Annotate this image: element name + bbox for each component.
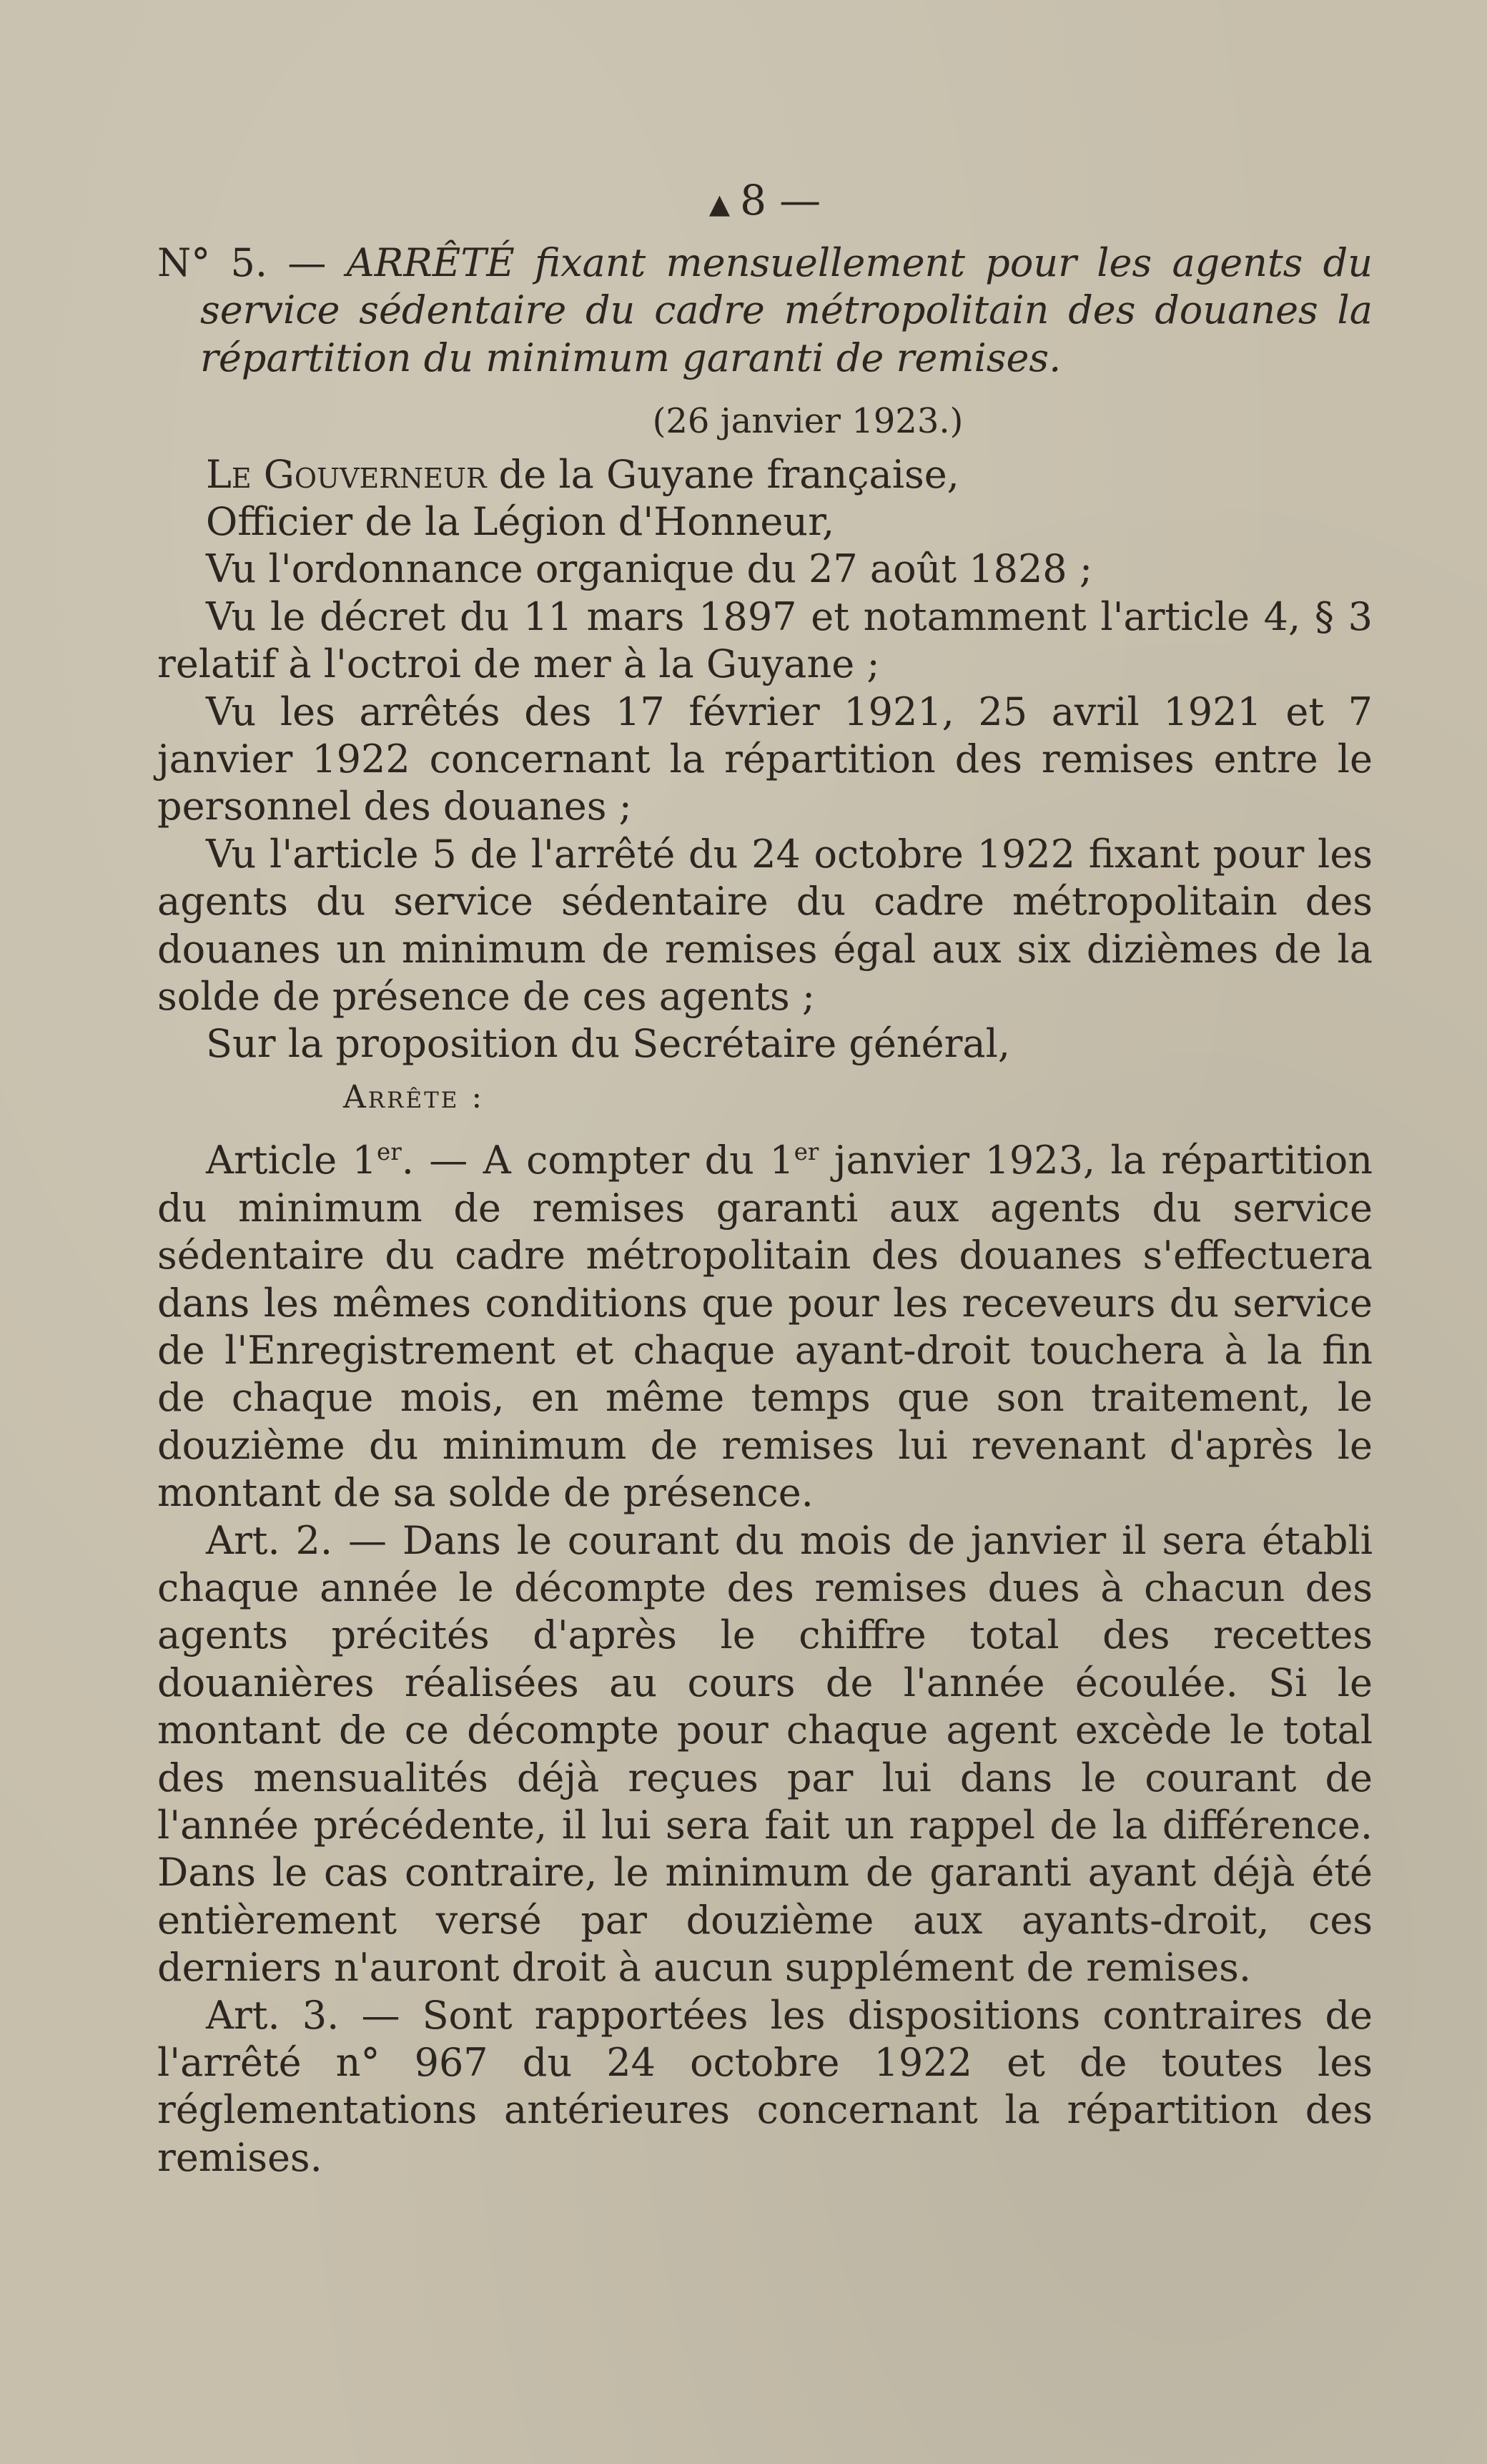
decree-title: ARRÊTÉ fixant mensuellement pour les agents du service sédentaire du cadre métropolitain des douanes la répartition du minimum garanti de remises. xyxy=(200,240,1373,380)
governor-line xyxy=(157,451,1373,498)
article-1-label-sup: er xyxy=(377,1138,402,1166)
document-text xyxy=(157,172,1373,2182)
article-1-text-sup: er xyxy=(794,1138,819,1166)
article-1-label: Article 1 xyxy=(206,1138,377,1183)
officer-line: Officier de la Légion d'Honneur, xyxy=(206,499,835,544)
arrete-label: Arrête : xyxy=(343,1078,485,1115)
governor-rest: de la Guyane française, xyxy=(486,451,959,497)
decree-heading xyxy=(157,240,1373,382)
consideration-3: Vu les arrêtés des 17 février 1921, 25 avril 1921 et 7 janvier 1922 concernant la répartition des remises entre le personnel des douanes ; xyxy=(157,689,1373,829)
article-3: Art. 3. — Sont rapportées les dispositions contraires de l'arrêté n° 967 du 24 octobre 1922 et de toutes les réglementations antérieures concernant la répartition des remises. xyxy=(157,1992,1373,2180)
proposition-line: Sur la proposition du Secrétaire général, xyxy=(206,1021,1011,1067)
page-number-dash: — xyxy=(779,176,821,225)
page-ornament-icon: ▲ xyxy=(708,187,731,220)
governor-title: Le Gouverneur xyxy=(206,451,487,497)
article-2: Art. 2. — Dans le courant du mois de janvier il sera établi chaque année le décompte des remises dues à chacun des agents précités d'après le chiffre total des recettes douanières réalisées au cours de l'année écoulée. Si le montant de ce décompte pour chaque agent excède le total des mensualités déjà reçues par lui dans le courant de l'année précédente, il lui sera fait un rappel de la différence. Dans le cas contraire, le minimum de garanti ayant déjà été entièrement versé par douzième aux ayants-droit, ces derniers n'auront droit à aucun supplément de remises. xyxy=(157,1517,1373,1991)
decree-date: (26 janvier 1923.) xyxy=(652,401,964,442)
consideration-1: Vu l'ordonnance organique du 27 août 1828 ; xyxy=(206,546,1093,592)
consideration-4: Vu l'article 5 de l'arrêté du 24 octobre 1922 fixant pour les agents du service sédentaire du cadre métropolitain des douanes un minimum de remises égal aux six dizièmes de la solde de présence de ces agents ; xyxy=(157,831,1373,1020)
consideration-2: Vu le décret du 11 mars 1897 et notamment l'article 4, § 3 relatif à l'octroi de mer à la Guyane ; xyxy=(157,593,1373,687)
article-1 xyxy=(157,1137,1373,1517)
page-number: 8 xyxy=(740,176,767,225)
decree-number: N° 5. — xyxy=(157,240,327,285)
article-1-text-a: . — A compter du 1 xyxy=(401,1138,794,1183)
article-1-text-b: janvier 1923, la répartition du minimum de remises garanti aux agents du service sédentaire du cadre métropolitain des douanes s'effectuera dans les mêmes conditions que pour les receveurs du service de l'Enregistrement et chaque ayant-droit touchera à la fin de chaque mois, en même temps que son traitement, le douzième du minimum de remises lui revenant d'après le montant de sa solde de présence. xyxy=(157,1138,1373,1516)
page-number-line xyxy=(157,172,1373,232)
